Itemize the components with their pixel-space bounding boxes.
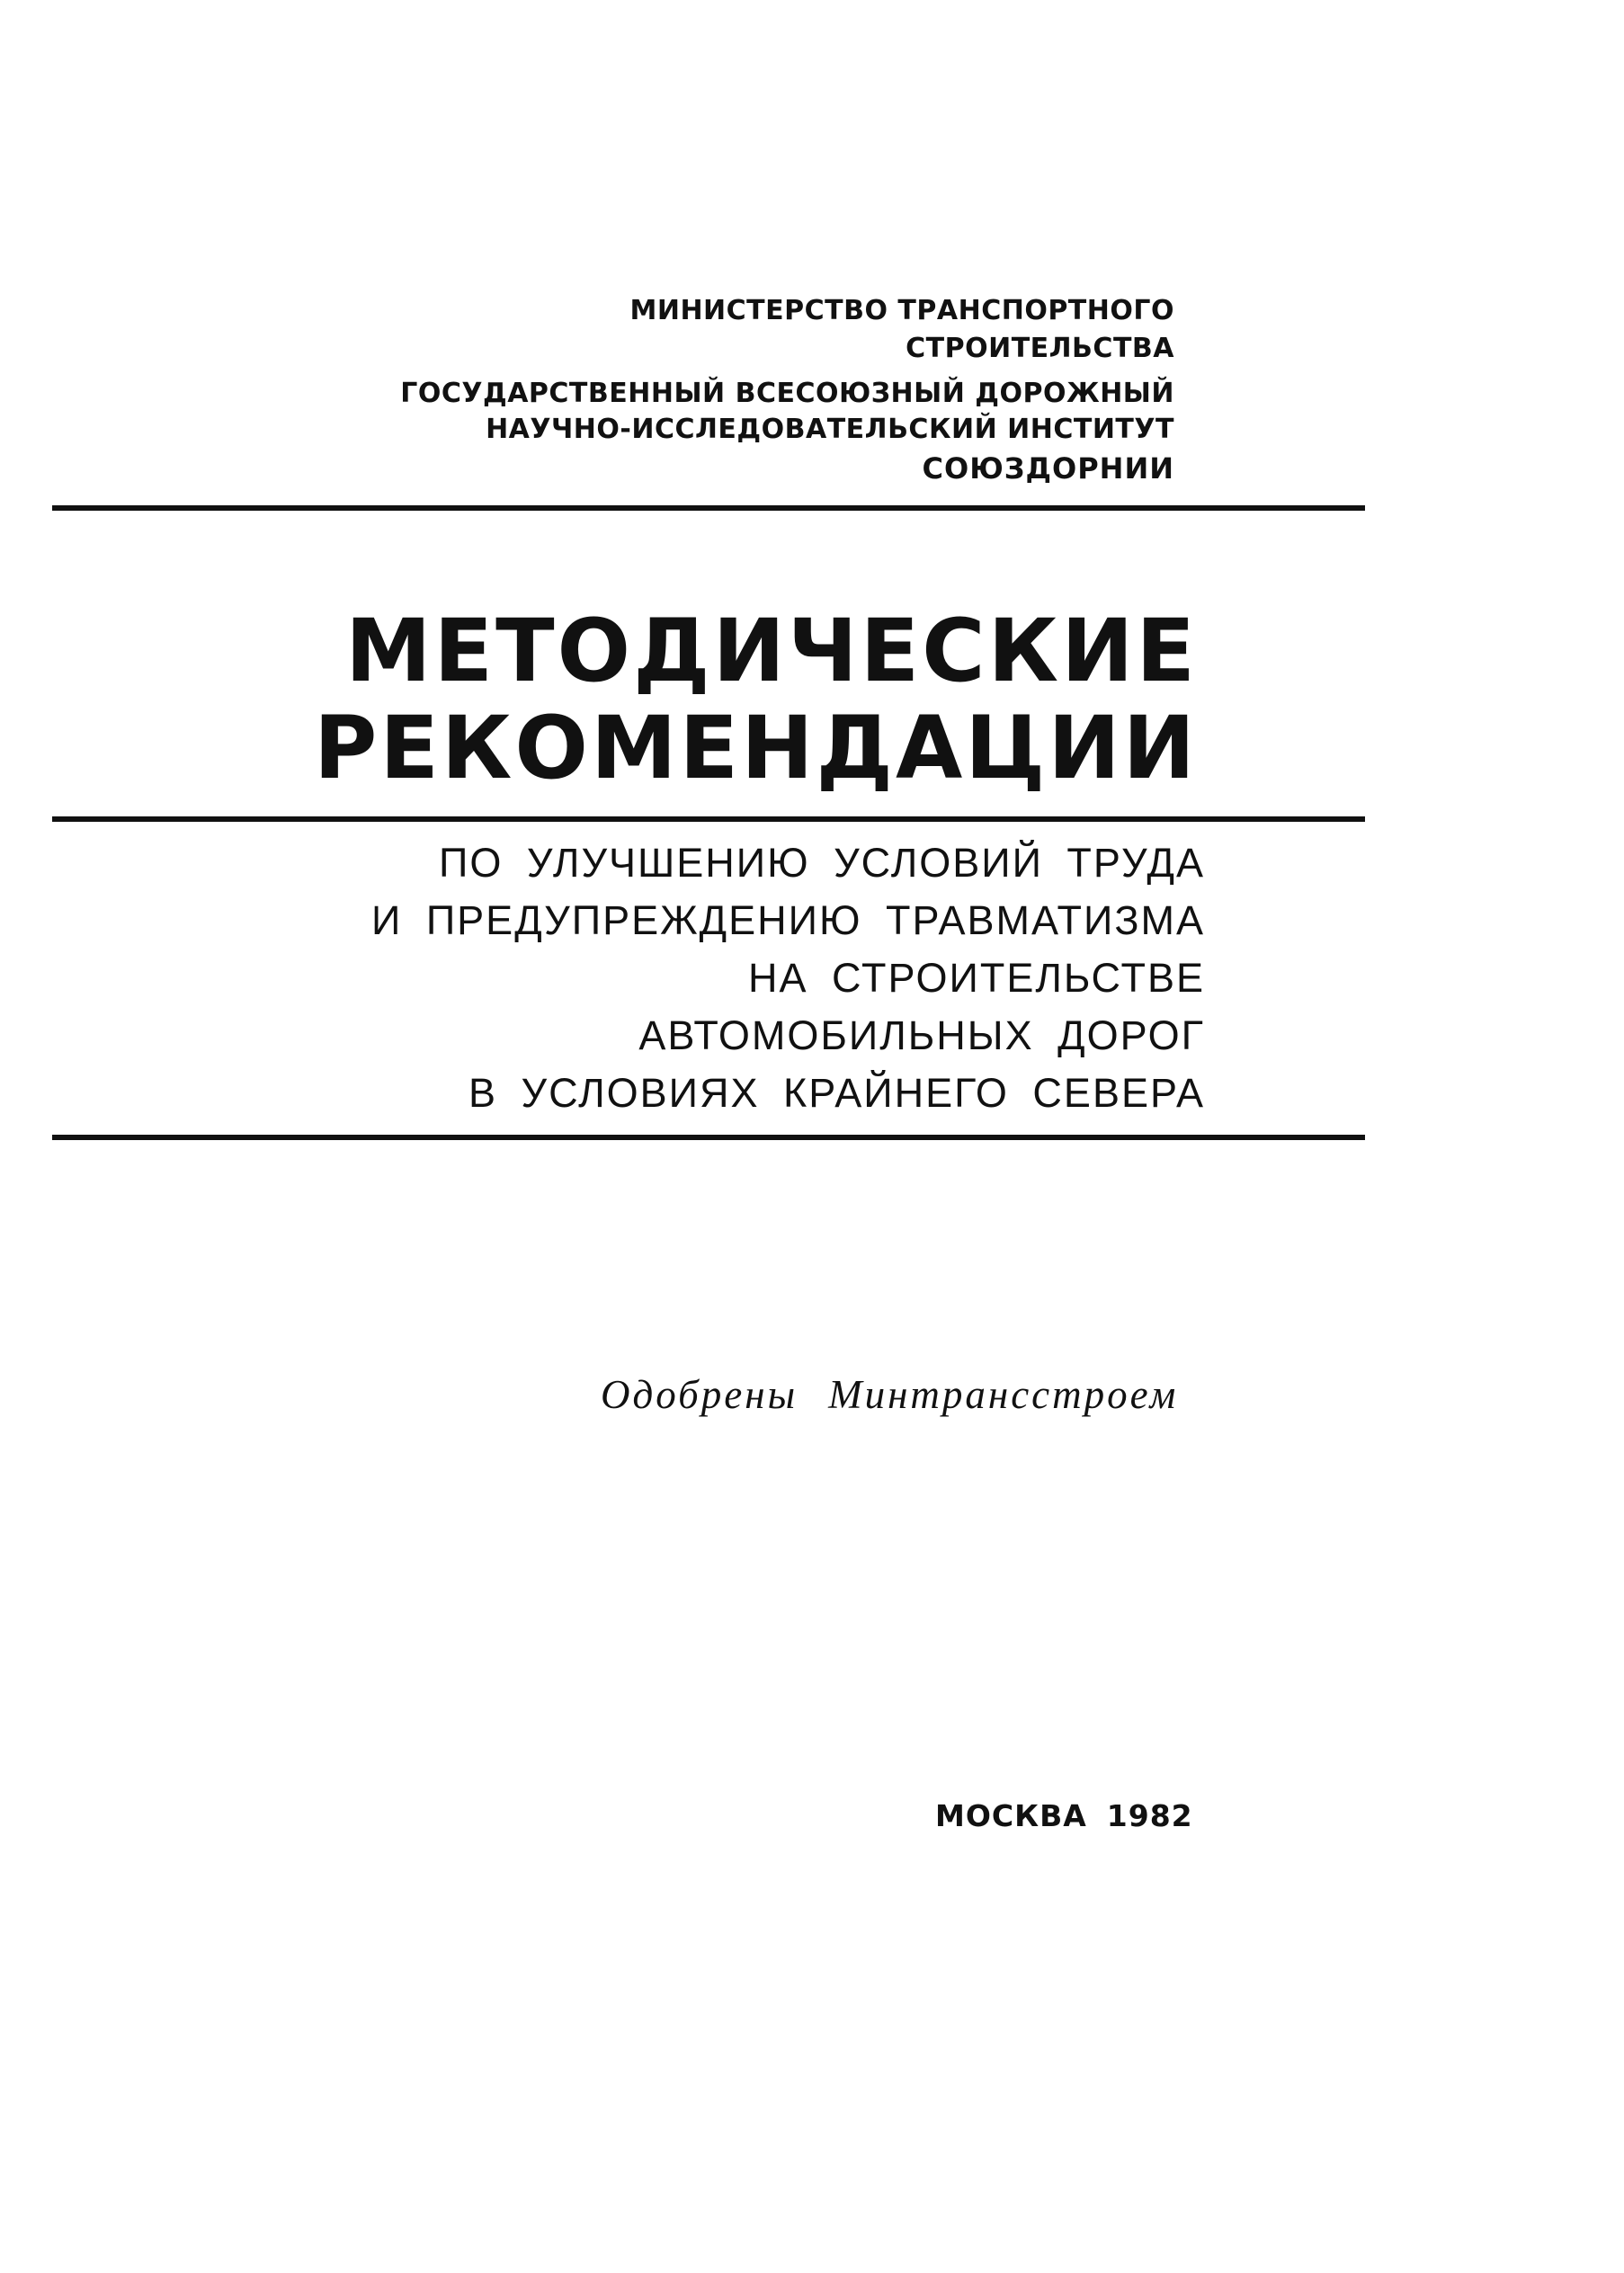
document-title	[314, 602, 1198, 797]
ministry-name	[629, 292, 1174, 368]
divider-middle	[52, 816, 1365, 822]
subtitle-line-3: НА СТРОИТЕЛЬСТВЕ	[748, 955, 1205, 1001]
divider-bottom	[52, 1135, 1365, 1140]
ministry-line-1: МИНИСТЕРСТВО ТРАНСПОРТНОГО	[629, 295, 1174, 326]
approval-word-approved: Одобрены	[601, 1372, 799, 1417]
document-title-line-2: РЕКОМЕНДАЦИИ	[313, 698, 1198, 798]
institute-abbreviation: СОЮЗДОРНИИ	[922, 451, 1174, 486]
document-subtitle	[371, 834, 1205, 1122]
subtitle-line-2: И ПРЕДУПРЕЖДЕНИЮ ТРАВМАТИЗМА	[370, 897, 1205, 943]
subtitle-line-5: В УСЛОВИЯХ КРАЙНЕГО СЕВЕРА	[468, 1070, 1205, 1116]
publication-imprint	[935, 1798, 1193, 1833]
approval-word-ministry: Минтрансстроем	[828, 1372, 1179, 1417]
imprint-city: МОСКВА	[935, 1798, 1087, 1833]
divider-top	[52, 505, 1365, 511]
institute-line-2: НАУЧНО-ИССЛЕДОВАТЕЛЬСКИЙ ИНСТИТУТ	[486, 414, 1174, 445]
institute-name	[400, 376, 1174, 489]
document-title-line-1: МЕТОДИЧЕСКИЕ	[344, 601, 1198, 701]
ministry-line-2: СТРОИТЕЛЬСТВА	[906, 333, 1174, 364]
subtitle-line-1: ПО УЛУЧШЕНИЮ УСЛОВИЙ ТРУДА	[438, 840, 1205, 886]
imprint-year: 1982	[1106, 1798, 1193, 1833]
approval-note	[601, 1371, 1178, 1418]
subtitle-line-4: АВТОМОБИЛЬНЫХ ДОРОГ	[638, 1012, 1205, 1058]
institute-line-1: ГОСУДАРСТВЕННЫЙ ВСЕСОЮЗНЫЙ ДОРОЖНЫЙ	[400, 378, 1174, 409]
